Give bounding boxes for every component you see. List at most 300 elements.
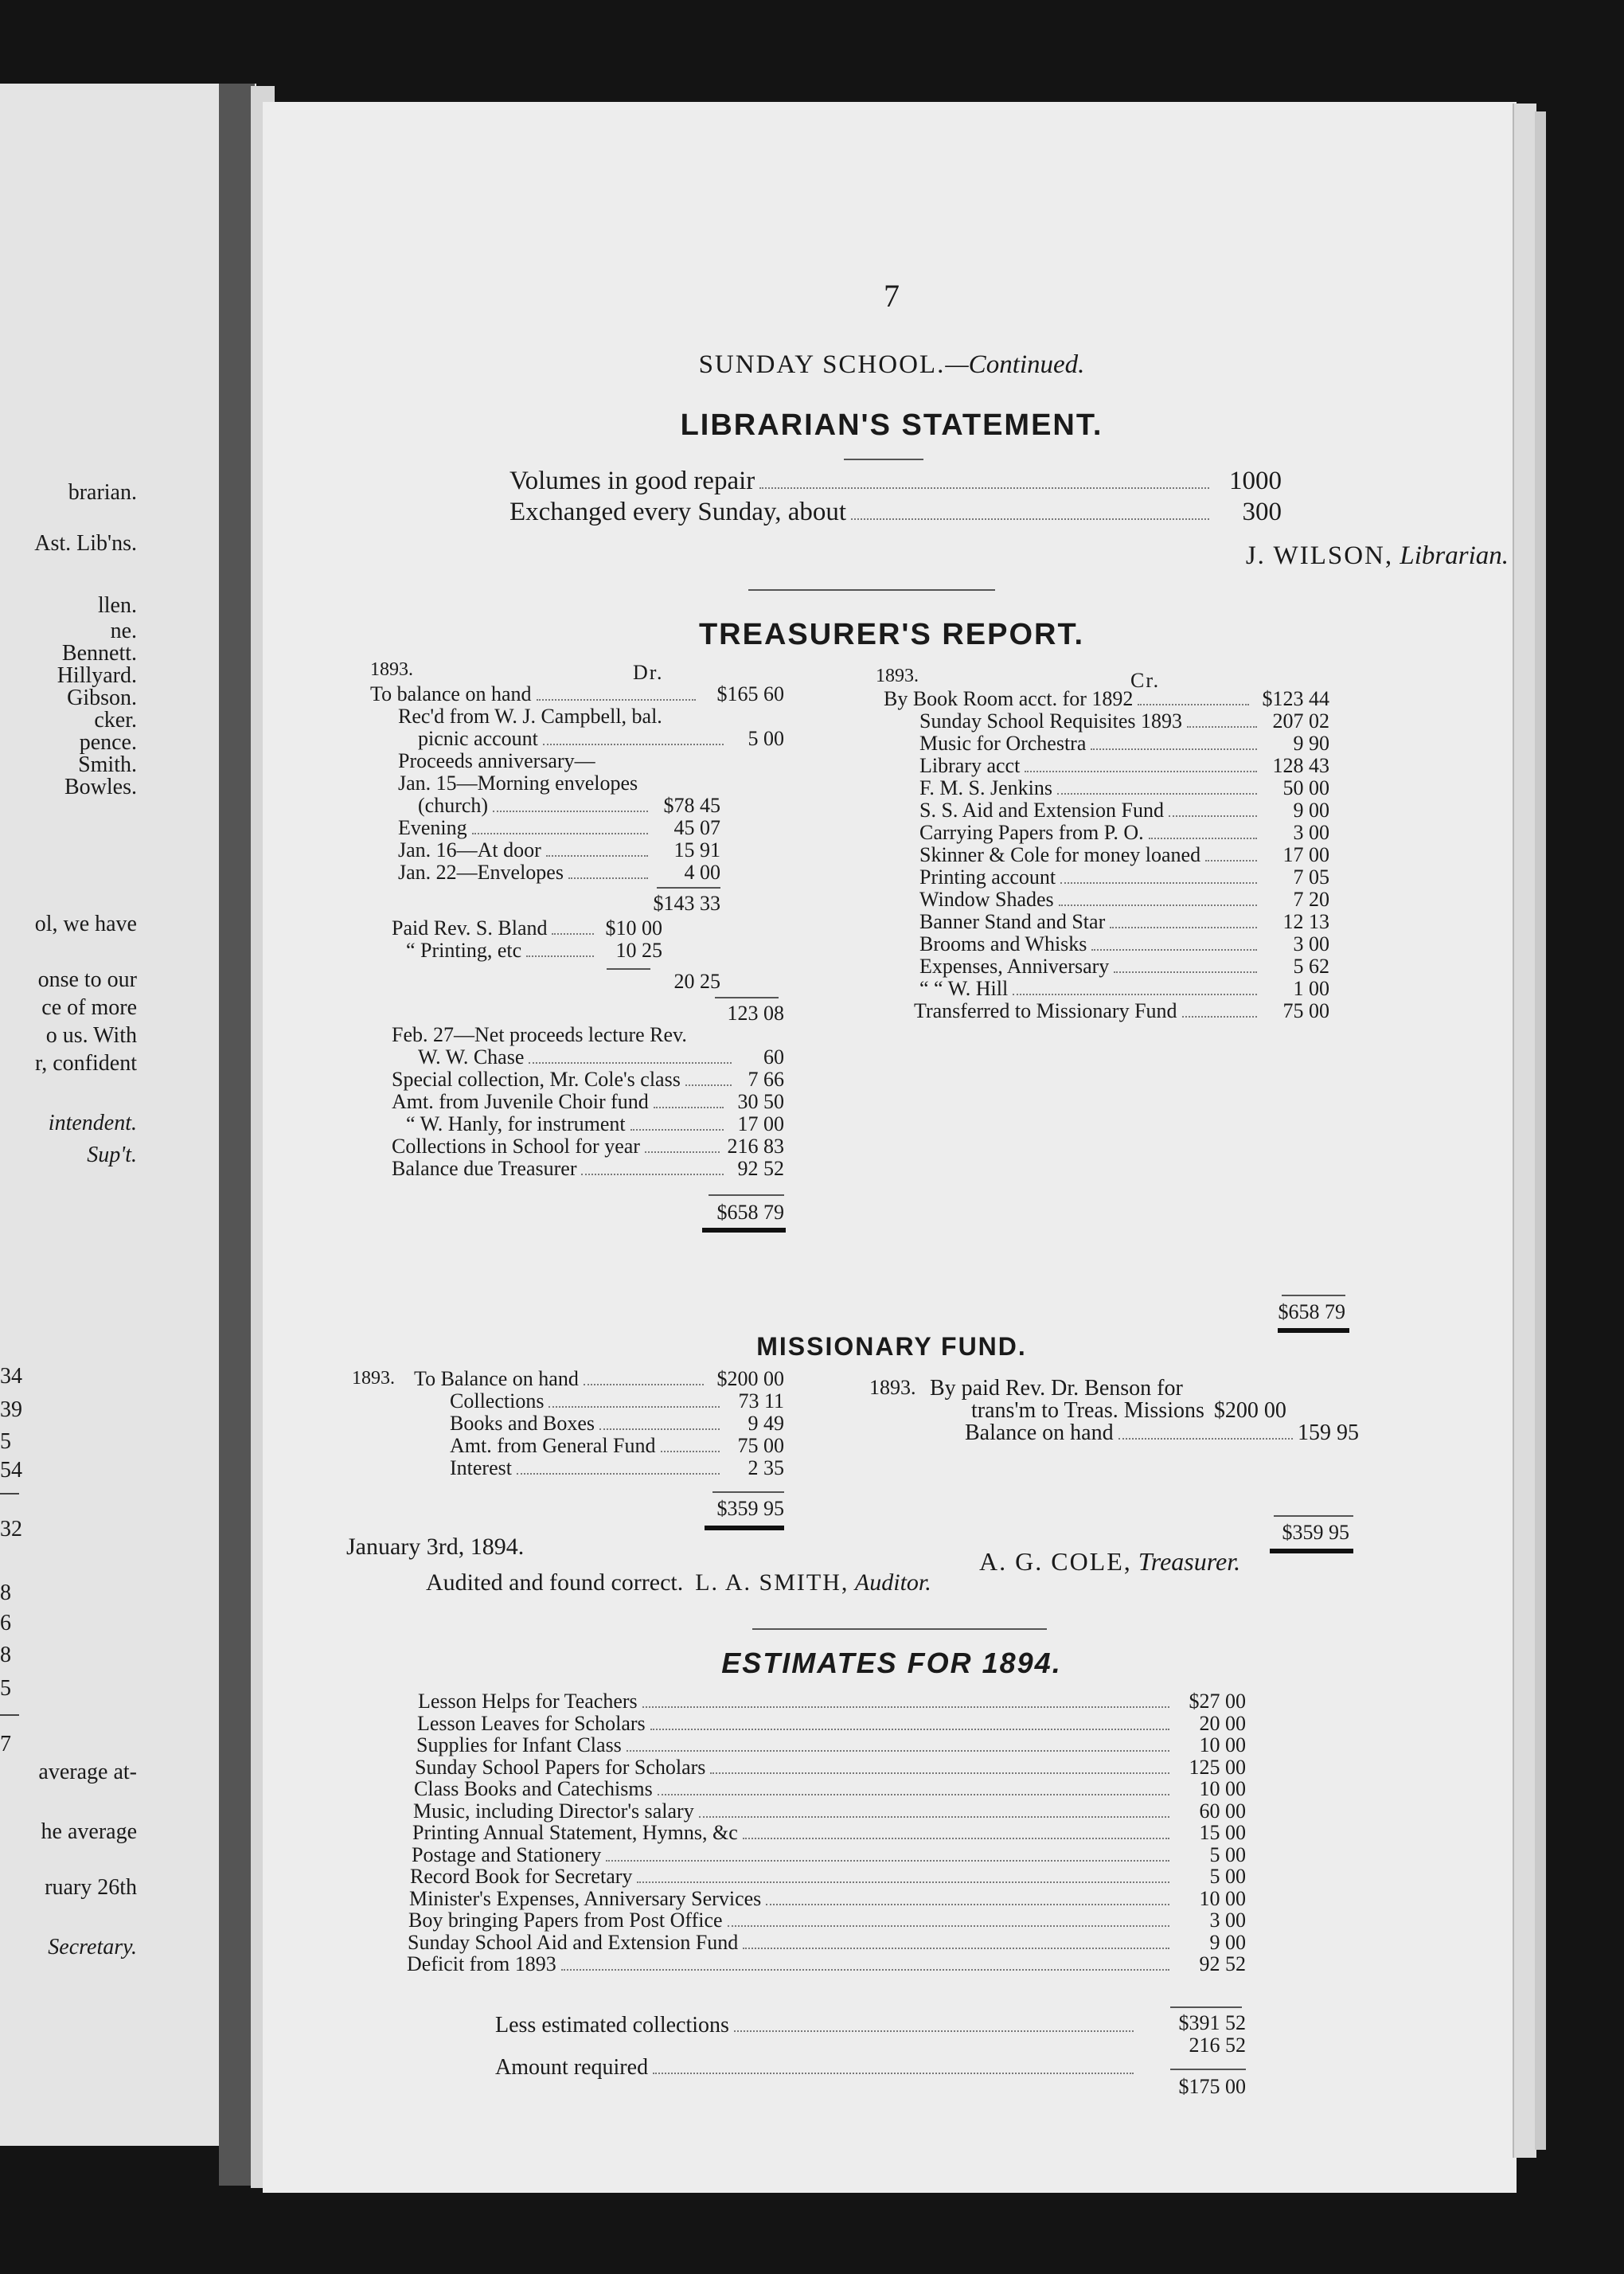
dr-row-amount: 60: [763, 1045, 784, 1069]
page-edge: [1513, 104, 1536, 2158]
left-fragment: intendent.: [48, 1111, 137, 1135]
dot-leader: [743, 1838, 1169, 1839]
left-fragment: he average: [41, 1819, 137, 1844]
estimate-row: [415, 1756, 1246, 1779]
dot-leader: [606, 1860, 1169, 1862]
cr-row: [919, 710, 1329, 733]
left-rule: [0, 1493, 19, 1495]
missionary-dr-total: $359 95: [716, 1497, 784, 1520]
estimates-title: ESTIMATES FOR 1894.: [721, 1647, 1062, 1679]
dr-row-label: Collections in School for year: [392, 1135, 640, 1158]
dr-total: $658 79: [716, 1201, 784, 1224]
missionary-row-label: trans'm to Treas. Missions: [971, 1398, 1204, 1423]
dr-row-label: (church): [418, 794, 489, 817]
left-fragment: o us. With: [45, 1023, 137, 1048]
cr-row-amount: 1 00: [1293, 977, 1329, 1000]
report-date: January 3rd, 1894.: [346, 1534, 525, 1560]
dot-leader: [699, 1816, 1169, 1818]
dot-leader: [650, 1729, 1169, 1730]
estimate-row: [417, 1713, 1246, 1735]
dot-leader: [645, 1151, 720, 1153]
dr-heading: Dr.: [633, 661, 664, 684]
left-digit: 8: [0, 1643, 11, 1667]
missionary-title: MISSIONARY FUND.: [756, 1332, 1027, 1361]
estimate-label: Music, including Director's salary: [413, 1799, 694, 1823]
estimate-label: Supplies for Infant Class: [416, 1733, 622, 1756]
less-amount: 216 52: [1189, 2034, 1246, 2057]
page-number: 7: [884, 278, 900, 314]
dot-leader: [552, 933, 594, 935]
section-header: [263, 350, 1521, 380]
cr-row: [919, 911, 1329, 933]
audit-line: [426, 1569, 931, 1596]
dot-leader: [1138, 704, 1249, 705]
auditor-name: L. A. SMITH,: [695, 1569, 849, 1596]
dot-leader: [599, 1428, 720, 1430]
dot-leader: [1025, 771, 1257, 772]
cr-row-label: By Book Room acct. for 1892: [884, 687, 1134, 710]
document-page: [263, 102, 1517, 2193]
cr-row-amount: 75 00: [1282, 999, 1329, 1022]
dot-leader: [710, 1772, 1169, 1774]
section-rule: [752, 1628, 1047, 1630]
cr-row-amount: 128 43: [1272, 754, 1329, 777]
dot-leader: [851, 518, 1209, 520]
dot-leader: [658, 1794, 1169, 1795]
dot-leader: [581, 1174, 724, 1175]
dot-leader: [654, 1107, 724, 1108]
estimate-amount: 5 00: [1209, 1865, 1246, 1888]
estimate-label: Boy bringing Papers from Post Office: [408, 1909, 723, 1932]
dr-row: [392, 1158, 784, 1180]
missionary-cr-year: 1893.: [869, 1376, 916, 1399]
treasurer-role: Treasurer.: [1138, 1547, 1241, 1576]
cr-row-amount: 3 00: [1293, 932, 1329, 955]
estimate-row: [413, 1800, 1246, 1823]
dot-leader: [1059, 905, 1257, 906]
dot-leader: [1091, 949, 1257, 951]
dr-row-label: To balance on hand: [370, 682, 532, 705]
estimate-amount: 10 00: [1199, 1777, 1246, 1800]
left-digit: 5: [0, 1676, 11, 1701]
net-amount: 123 08: [727, 1002, 784, 1025]
left-fragment: Bennett.: [61, 641, 137, 666]
cr-heading: Cr.: [1130, 669, 1161, 692]
cr-row-label: “ “ W. Hill: [919, 977, 1009, 1000]
dot-leader: [584, 1384, 704, 1385]
cr-row: [919, 777, 1329, 799]
estimate-row: [418, 1690, 1246, 1713]
missionary-cr-row: [971, 1400, 1357, 1421]
cr-row: [919, 933, 1329, 955]
estimate-row: [414, 1778, 1246, 1800]
dot-leader: [472, 833, 648, 834]
estimate-label: Printing Annual Statement, Hymns, &c: [412, 1821, 738, 1844]
estimate-row: [410, 1866, 1246, 1888]
left-fragment: Smith.: [78, 752, 137, 777]
total-rule: [1282, 1295, 1345, 1296]
estimate-amount: 9 00: [1209, 1931, 1246, 1954]
estimate-row: [409, 1888, 1246, 1910]
dot-leader: [1013, 994, 1257, 995]
dot-leader: [548, 1406, 720, 1408]
left-fragment: ol, we have: [34, 912, 137, 936]
dot-leader: [1091, 748, 1257, 750]
cr-row-label: Window Shades: [919, 888, 1054, 911]
dr-row-label: picnic account: [418, 727, 538, 750]
cr-row-amount: 3 00: [1293, 821, 1329, 844]
total-double-rule: [702, 1228, 786, 1233]
missionary-dr-row: [450, 1412, 784, 1435]
estimate-row: [412, 1822, 1246, 1844]
missionary-row-amount: $200 00: [716, 1367, 784, 1390]
dot-leader: [543, 744, 724, 745]
estimate-amount: 5 00: [1209, 1843, 1246, 1866]
dot-leader: [529, 1062, 732, 1064]
auditor-role: Auditor.: [854, 1569, 931, 1596]
left-facing-page: [0, 84, 256, 2146]
dot-leader: [734, 2030, 1134, 2032]
librarian-line: [509, 498, 1282, 527]
left-digit: 32: [0, 1517, 22, 1541]
title-rule: [844, 459, 923, 460]
estimate-amount: 15 00: [1199, 1821, 1246, 1844]
left-fragment: pence.: [79, 730, 137, 755]
missionary-cr-line: By paid Rev. Dr. Benson for: [930, 1376, 1183, 1401]
dot-leader: [759, 487, 1209, 489]
left-fragment: ne.: [110, 619, 137, 643]
dr-row: [398, 862, 720, 884]
dr-row-amount: $165 60: [716, 682, 784, 705]
estimate-amount: $27 00: [1189, 1690, 1246, 1713]
dot-leader: [561, 1969, 1169, 1971]
cr-row: [919, 844, 1329, 866]
left-fragment: Bowles.: [64, 775, 137, 799]
left-digit: 34: [0, 1364, 22, 1389]
missionary-row-amount: 2 35: [748, 1456, 784, 1479]
cr-row-amount: $123 44: [1262, 687, 1329, 710]
cr-row: [919, 866, 1329, 889]
paid-total: 20 25: [673, 970, 720, 993]
dot-leader: [685, 1084, 732, 1086]
dot-leader: [1057, 793, 1257, 795]
estimate-amount: 10 00: [1199, 1733, 1246, 1756]
cr-row: [919, 733, 1329, 755]
dot-leader: [637, 1881, 1169, 1883]
estimate-amount: 125 00: [1189, 1756, 1246, 1779]
less-collections-row: [495, 2014, 1246, 2037]
left-fragment: ruary 26th: [45, 1875, 137, 1900]
dot-leader: [630, 1129, 724, 1131]
left-digit: 54: [0, 1458, 22, 1483]
cr-row-amount: 7 05: [1293, 865, 1329, 889]
left-fragment: ce of more: [41, 995, 137, 1020]
dr-row-label: Evening: [398, 816, 467, 839]
missionary-row-label: Books and Boxes: [450, 1412, 595, 1435]
cr-row-amount: 17 00: [1282, 843, 1329, 866]
missionary-row-amount: 73 11: [738, 1389, 784, 1412]
dot-leader: [546, 855, 648, 857]
estimate-label: Sunday School Papers for Scholars: [415, 1756, 706, 1779]
left-fragment: Ast. Lib'ns.: [34, 531, 137, 556]
amount-required-row: [495, 2057, 1246, 2079]
total-double-rule: [1270, 1549, 1353, 1553]
dot-leader: [743, 1948, 1169, 1949]
left-fragment: cker.: [94, 708, 137, 733]
librarian-line-label: Exchanged every Sunday, about: [509, 498, 847, 526]
dot-leader: [568, 877, 648, 879]
missionary-row-label: Collections: [450, 1389, 545, 1412]
cr-row-label: Transferred to Missionary Fund: [914, 999, 1177, 1022]
dr-row: Rec'd from W. J. Campbell, bal.: [398, 705, 662, 728]
cr-row: [919, 755, 1329, 777]
dot-leader: [728, 1925, 1169, 1927]
treasurer-name: A. G. COLE,: [979, 1547, 1132, 1576]
dr-row: [418, 728, 784, 750]
left-fragment: llen.: [98, 593, 137, 618]
estimate-label: Class Books and Catechisms: [414, 1777, 653, 1800]
cr-row-amount: 12 13: [1282, 910, 1329, 933]
treasurer-signature: [979, 1547, 1240, 1577]
cr-row: [884, 688, 1329, 710]
cr-row: [919, 978, 1329, 1000]
missionary-row-amount: $200 00: [1213, 1398, 1286, 1423]
paid-row-label: Paid Rev. S. Bland: [392, 916, 548, 940]
dr-row: [418, 1046, 784, 1069]
left-fragment: Secretary.: [48, 1935, 137, 1959]
estimate-label: Lesson Leaves for Scholars: [417, 1712, 646, 1735]
estimate-amount: 10 00: [1199, 1887, 1246, 1910]
less-label: Less estimated collections: [495, 2013, 729, 2038]
dr-row: [392, 1135, 784, 1158]
cr-row-amount: 50 00: [1282, 776, 1329, 799]
dot-leader: [627, 1750, 1169, 1752]
dot-leader: [1060, 882, 1257, 884]
total-double-rule: [705, 1526, 784, 1530]
estimate-label: Deficit from 1893: [407, 1952, 556, 1975]
required-label: Amount required: [495, 2055, 649, 2080]
left-fragment: average at-: [38, 1760, 137, 1784]
missionary-row-label: Amt. from General Fund: [450, 1434, 656, 1457]
left-rule: [0, 1714, 19, 1716]
cr-row-label: Expenses, Anniversary: [919, 955, 1110, 978]
left-fragment: Gibson.: [67, 686, 137, 710]
dr-row-amount: 216 83: [727, 1135, 784, 1158]
librarian-line-value: 300: [1242, 498, 1282, 526]
audit-text: Audited and found correct.: [426, 1569, 684, 1596]
dr-row-label: Jan. 16—At door: [398, 838, 541, 862]
missionary-row-amount: 75 00: [737, 1434, 784, 1457]
dot-leader: [1169, 815, 1257, 817]
cr-row-label: Sunday School Requisites 1893: [919, 709, 1183, 733]
subtotal-rule: [1170, 2006, 1242, 2008]
dot-leader: [642, 1706, 1169, 1708]
cr-row: [919, 889, 1329, 911]
dot-leader: [526, 955, 594, 957]
dr-row-label: Special collection, Mr. Cole's class: [392, 1068, 681, 1091]
missionary-row-label: Balance on hand: [965, 1420, 1114, 1445]
missionary-dr-row: [450, 1457, 784, 1479]
total-rule: [1274, 1515, 1353, 1517]
cr-row-amount: 9 90: [1293, 732, 1329, 755]
total-rule: [712, 1491, 784, 1493]
section-continued: —Continued.: [945, 350, 1085, 379]
dr-row: [392, 1069, 784, 1091]
dot-leader: [1187, 726, 1257, 728]
treasurer-title: TREASURER'S REPORT.: [698, 618, 1085, 651]
dr-row-label: “ W. Hanly, for instrument: [406, 1112, 626, 1135]
section-title: SUNDAY SCHOOL.: [698, 350, 946, 379]
cr-row-label: Music for Orchestra: [919, 732, 1087, 755]
left-digit: 8: [0, 1580, 11, 1605]
dr-row: [370, 683, 784, 705]
dr-row: [398, 839, 720, 862]
subtotal-rule: [657, 887, 720, 889]
left-fragment: r, confident: [35, 1051, 137, 1076]
paid-row-amount: 10 25: [615, 939, 662, 962]
estimate-row: [416, 1734, 1246, 1756]
cr-row-label: Brooms and Whisks: [919, 932, 1087, 955]
dr-row-amount: 17 00: [737, 1112, 784, 1135]
estimate-amount: 92 52: [1199, 1952, 1246, 1975]
dr-row: [418, 795, 720, 817]
missionary-cr-row: [965, 1422, 1357, 1444]
missionary-cr-total: $359 95: [1282, 1521, 1349, 1544]
cr-row-amount: 9 00: [1293, 799, 1329, 822]
left-fragment: Sup't.: [87, 1143, 137, 1167]
cr-row-amount: 5 62: [1293, 955, 1329, 978]
dot-leader: [1110, 927, 1257, 928]
subtotal-rule: [607, 968, 650, 970]
paid-row-label: “ Printing, etc: [406, 939, 522, 962]
dr-row-subamount: 15 91: [673, 838, 720, 862]
librarian-title: LIBRARIAN'S STATEMENT.: [680, 408, 1103, 442]
page-edge: [1535, 111, 1546, 2150]
dr-row-label: W. W. Chase: [418, 1045, 525, 1069]
dot-leader: [1149, 838, 1257, 839]
cr-row: [919, 822, 1329, 844]
dr-row: Proceeds anniversary—: [398, 749, 595, 772]
left-fragment: onse to our: [37, 967, 137, 992]
estimate-row: [412, 1844, 1246, 1866]
librarian-signature: [263, 541, 1517, 571]
cr-row-amount: 7 20: [1293, 888, 1329, 911]
left-fragment: brarian.: [68, 480, 137, 505]
librarian-line-label: Volumes in good repair: [509, 467, 755, 495]
left-digit: 5: [0, 1429, 11, 1454]
dot-leader: [517, 1473, 720, 1475]
dot-leader: [653, 2073, 1134, 2074]
dr-row-label: Balance due Treasurer: [392, 1157, 577, 1180]
missionary-dr-row: [450, 1390, 784, 1412]
cr-year: 1893.: [876, 666, 919, 686]
estimate-label: Minister's Expenses, Anniversary Services: [409, 1887, 762, 1910]
estimate-label: Sunday School Aid and Extension Fund: [408, 1931, 739, 1954]
left-fragment: Hillyard.: [57, 663, 137, 688]
dr-row-subamount: 4 00: [684, 861, 720, 884]
dr-row-amount: 92 52: [737, 1157, 784, 1180]
dr-subtotal: $143 33: [653, 892, 720, 915]
cr-row-label: Carrying Papers from P. O.: [919, 821, 1144, 844]
dr-row-label: Jan. 22—Envelopes: [398, 861, 564, 884]
missionary-row-amount: 9 49: [748, 1412, 784, 1435]
estimate-label: Postage and Stationery: [412, 1843, 602, 1866]
paid-row-amount: $10 00: [605, 916, 662, 940]
cr-row-label: Banner Stand and Star: [919, 910, 1106, 933]
cr-row: [919, 955, 1329, 978]
dr-row-label: Amt. from Juvenile Choir fund: [392, 1090, 649, 1113]
required-amount: $175 00: [1178, 2075, 1246, 2098]
missionary-dr-row: [450, 1435, 784, 1457]
missionary-row-label: To Balance on hand: [414, 1367, 579, 1390]
total-rule: [709, 1194, 784, 1196]
dot-leader: [1118, 1438, 1293, 1440]
librarian-name: J. WILSON,: [1245, 541, 1394, 570]
left-digit: 39: [0, 1397, 22, 1422]
estimate-amount: 3 00: [1209, 1909, 1246, 1932]
cr-row-label: S. S. Aid and Extension Fund: [919, 799, 1164, 822]
estimate-row: [407, 1953, 1246, 1975]
cr-row-amount: 207 02: [1272, 709, 1329, 733]
dr-row-subamount: 45 07: [673, 816, 720, 839]
dr-row-amount: 7 66: [748, 1068, 784, 1091]
section-rule: [748, 589, 995, 591]
estimate-label: Lesson Helps for Teachers: [418, 1690, 638, 1713]
estimate-row: [408, 1909, 1246, 1932]
paid-row: [392, 917, 662, 940]
dr-row: [392, 1091, 784, 1113]
cr-row-label: F. M. S. Jenkins: [919, 776, 1052, 799]
estimate-amount: 20 00: [1199, 1712, 1246, 1735]
cr-row: [919, 799, 1329, 822]
dr-row: Jan. 15—Morning envelopes: [398, 772, 638, 795]
cr-total: $658 79: [1278, 1300, 1345, 1323]
librarian-line: [509, 467, 1282, 496]
missionary-row-amount: 159 95: [1298, 1420, 1359, 1445]
librarian-line-value: 1000: [1229, 467, 1282, 495]
dot-leader: [1182, 1016, 1257, 1018]
cr-row-label: Printing account: [919, 865, 1056, 889]
missionary-dr-year: 1893.: [352, 1368, 395, 1389]
dr-row-amount: 5 00: [748, 727, 784, 750]
left-digit: 6: [0, 1611, 11, 1635]
paid-row: [406, 940, 662, 962]
missionary-row-label: Interest: [450, 1456, 512, 1479]
dr-row: [406, 1113, 784, 1135]
librarian-role: Librarian.: [1400, 541, 1509, 570]
dot-leader: [766, 1904, 1169, 1905]
estimates-subtotal: $391 52: [1178, 2011, 1246, 2034]
dot-leader: [537, 699, 697, 701]
estimate-row: [408, 1932, 1246, 1954]
cr-row-label: Skinner & Cole for money loaned: [919, 843, 1201, 866]
dr-row-amount: 30 50: [737, 1090, 784, 1113]
dr-row-subamount: $78 45: [663, 794, 720, 817]
dr-year: 1893.: [370, 659, 413, 680]
estimate-amount: 60 00: [1199, 1799, 1246, 1823]
estimate-label: Record Book for Secretary: [410, 1865, 633, 1888]
dr-row: Feb. 27—Net proceeds lecture Rev.: [392, 1023, 687, 1046]
dr-row: [398, 817, 720, 839]
dot-leader: [1205, 860, 1257, 862]
book-gutter: [219, 84, 255, 2186]
dot-leader: [493, 811, 648, 812]
cr-row: [914, 1000, 1329, 1022]
subtotal-rule: [715, 997, 779, 998]
dot-leader: [1114, 971, 1257, 973]
dot-leader: [661, 1451, 720, 1452]
missionary-dr-row: [414, 1368, 784, 1390]
